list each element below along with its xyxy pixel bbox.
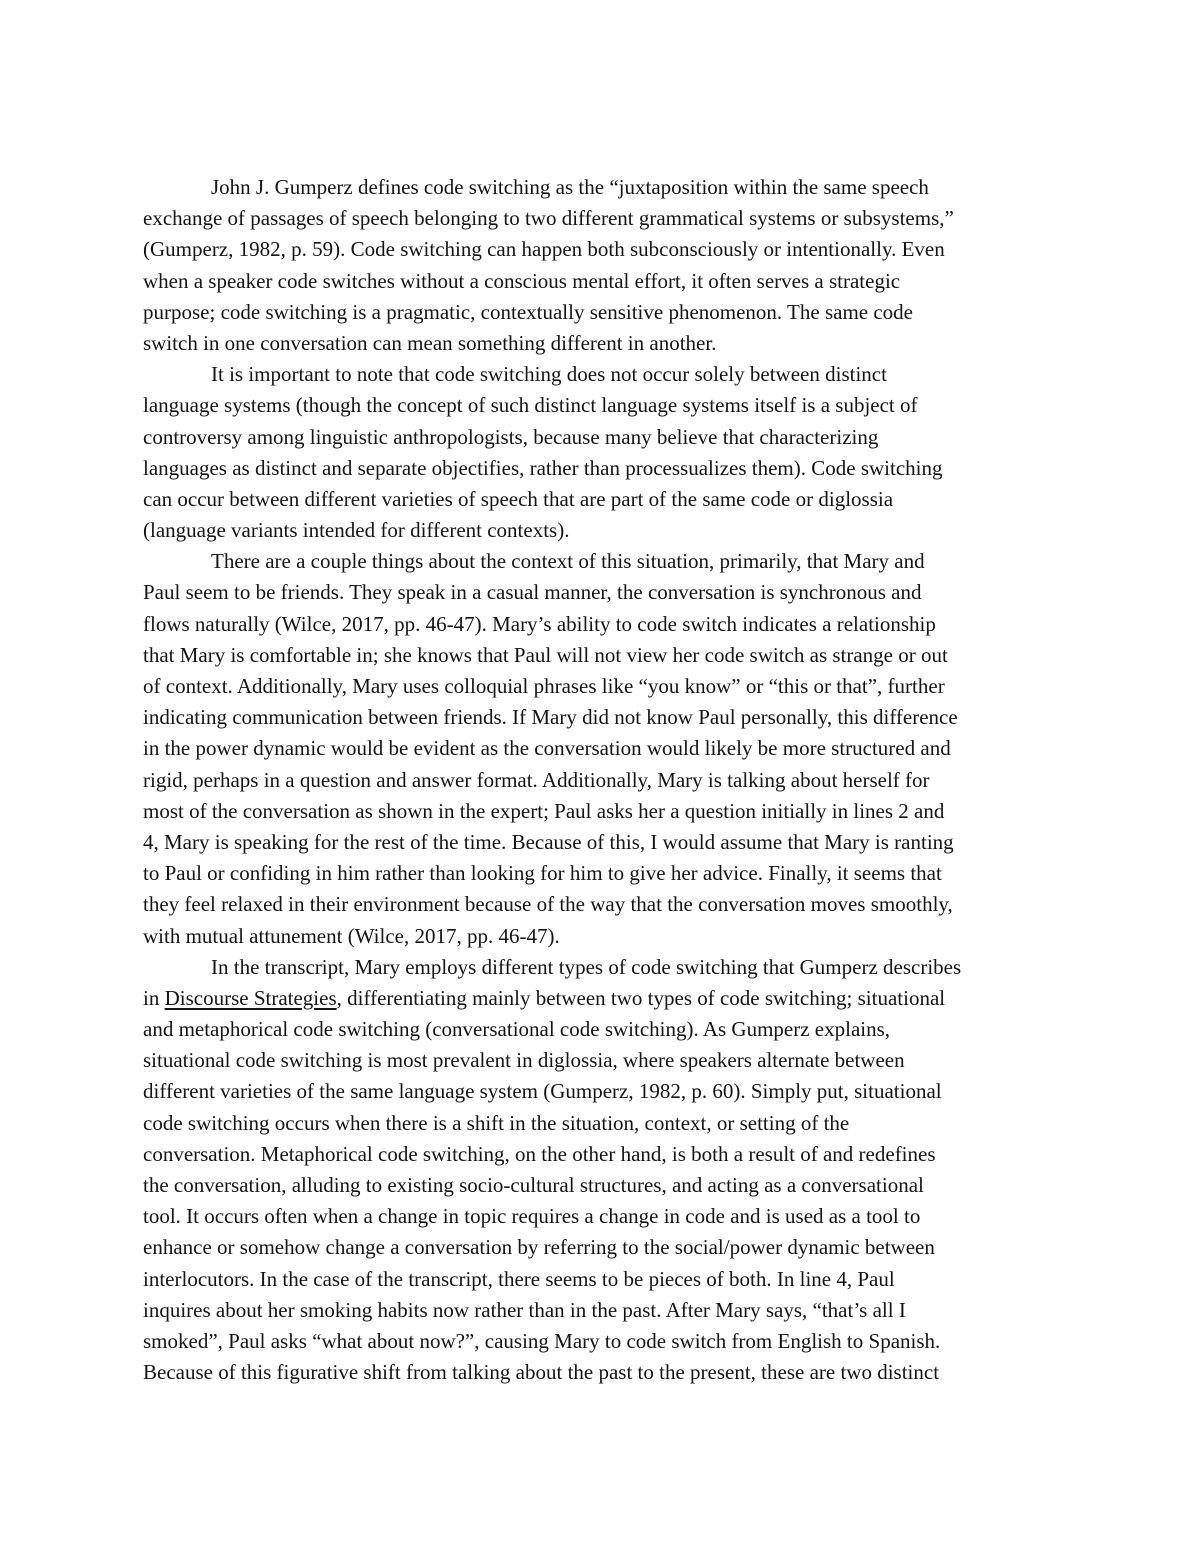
paragraph-3-line-8: rigid, perhaps in a question and answer format. Additionally, Mary is talking about herself for: [143, 767, 930, 792]
paragraph-3-line-9: most of the conversation as shown in the expert; Paul asks her a question initially in lines 2 and: [143, 798, 945, 823]
paragraph-4-line-8: the conversation, alluding to existing socio-cultural structures, and acting as a conversational: [143, 1173, 924, 1197]
paragraph-4-line-4: situational code switching is most prevalent in diglossia, where speakers alternate between: [143, 1048, 905, 1073]
paragraph-3-line-6: indicating communication between friends. If Mary did not know Paul personally, this difference: [143, 705, 958, 730]
paragraph-2-line-6: (language variants intended for different contexts).: [143, 518, 570, 543]
paragraph-2-line-3: controversy among linguistic anthropologists, because many believe that characterizing: [143, 424, 879, 449]
paragraph-4-line-9: tool. It occurs often when a change in topic requires a change in code and is used as a tool to: [143, 1204, 921, 1229]
paragraph-4-line-13: smoked”, Paul asks “what about now?”, causing Mary to code switch from English to Spanish.: [143, 1328, 941, 1353]
paragraph-1-line-2: exchange of passages of speech belonging to two different grammatical systems or subsystems,”: [143, 206, 954, 231]
paragraph-2-line-5: can occur between different varieties of speech that are part of the same code or diglossia: [143, 486, 894, 511]
paragraph-3-line-13: with mutual attunement (Wilce, 2017, pp. 46-47).: [143, 923, 560, 948]
line-suffix: , differentiating mainly between two types of code switching; situational: [336, 985, 946, 1010]
paragraph-1-line-3: (Gumperz, 1982, p. 59). Code switching can happen both subconsciously or intentionally. Even: [143, 237, 945, 262]
paragraph-1-line-5: purpose; code switching is a pragmatic, contextually sensitive phenomenon. The same code: [143, 299, 913, 324]
paragraph-4-line-7: conversation. Metaphorical code switching, on the other hand, is both a result of and redefines: [143, 1141, 936, 1166]
paragraph-3-line-5: of context. Additionally, Mary uses colloquial phrases like “you know” or “this or that”, further: [143, 674, 945, 698]
paragraph-3-line-3: flows naturally (Wilce, 2017, pp. 46-47). Mary’s ability to code switch indicates a relationship: [143, 611, 936, 636]
paragraph-4-line-11: interlocutors. In the case of the transcript, there seems to be pieces of both. In line 4, Paul: [143, 1266, 895, 1291]
line-prefix: in: [143, 985, 165, 1010]
paragraph-3-line-2: Paul seem to be friends. They speak in a casual manner, the conversation is synchronous and: [143, 580, 922, 605]
book-title: Discourse Strategies: [164, 985, 337, 1010]
paragraph-3-line-7: in the power dynamic would be evident as the conversation would likely be more structured and: [143, 736, 951, 761]
paragraph-4-line-12: inquires about her smoking habits now rather than in the past. After Mary says, “that’s all I: [143, 1297, 906, 1322]
document-body: [143, 172, 1063, 1388]
paragraph-2-line-2: language systems (though the concept of such distinct language systems itself is a subject of: [143, 393, 918, 418]
paragraph-3-line-1: There are a couple things about the context of this situation, primarily, that Mary and: [211, 549, 925, 574]
paragraph-3-line-4: that Mary is comfortable in; she knows that Paul will not view her code switch as strange or out: [143, 642, 948, 667]
paragraph-4-line-2: [143, 983, 1063, 1014]
paragraph-2-line-1: It is important to note that code switching does not occur solely between distinct: [211, 362, 887, 387]
paragraph-1-line-1: John J. Gumperz defines code switching as the “juxtaposition within the same speech: [211, 175, 929, 199]
paragraph-4-line-14: Because of this figurative shift from talking about the past to the present, these are two distinct: [143, 1360, 940, 1385]
paragraph-3-line-11: to Paul or confiding in him rather than looking for him to give her advice. Finally, it seems that: [143, 861, 942, 886]
paragraph-3-line-10: 4, Mary is speaking for the rest of the time. Because of this, I would assume that Mary is ranting: [143, 829, 954, 854]
paragraph-1-line-4: when a speaker code switches without a conscious mental effort, it often serves a strategic: [143, 268, 901, 293]
paragraph-4-line-5: different varieties of the same language system (Gumperz, 1982, p. 60). Simply put, situational: [143, 1079, 942, 1104]
paragraph-4-line-6: code switching occurs when there is a shift in the situation, context, or setting of the: [143, 1110, 850, 1135]
paragraph-4-line-1: In the transcript, Mary employs different types of code switching that Gumperz describes: [211, 954, 962, 979]
paragraph-4-line-3: and metaphorical code switching (conversational code switching). As Gumperz explains,: [143, 1017, 891, 1042]
paragraph-1-line-6: switch in one conversation can mean something different in another.: [143, 330, 717, 355]
paragraph-2-line-4: languages as distinct and separate objectifies, rather than processualizes them). Code switching: [143, 455, 943, 480]
paragraph-4-line-10: enhance or somehow change a conversation by referring to the social/power dynamic between: [143, 1235, 935, 1260]
paragraph-3-line-12: they feel relaxed in their environment because of the way that the conversation moves smoothly,: [143, 892, 953, 917]
